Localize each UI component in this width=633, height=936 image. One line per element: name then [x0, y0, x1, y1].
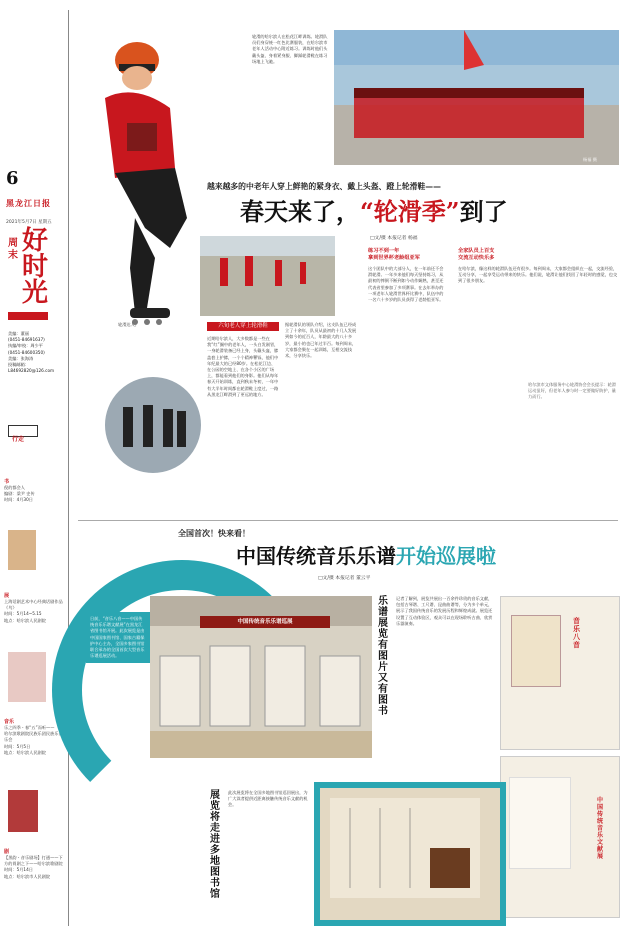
skater-cutout-photo: [75, 28, 195, 328]
photo-credit-2: 轮滑达人。: [118, 322, 139, 327]
vertical-title-1: 乐谱展览有图片又有图书: [378, 596, 388, 717]
article2-col1: 日前，“音乐八音——中国传统音乐乐谱文献展”在黑龙江省图书馆开展。此次展览是由中国国家图书馆、国家古籍保护中心主办，全国多家图书馆联合承办的全国首次大型音乐乐谱巡展活动。: [86, 612, 150, 663]
left-column: [0, 0, 68, 936]
sidebar-text: 倪的都会人 编剧：梁尹 史传 时间：4月30日: [4, 485, 35, 503]
circle-photo: [103, 375, 203, 475]
sidebar-photo-3: [8, 790, 38, 832]
circle-photo-scene: [105, 377, 201, 473]
article1-headline: [240, 192, 508, 227]
headline-part2: 到了: [459, 197, 508, 226]
skaters-on-road-photo: [200, 236, 335, 316]
book-cover-1: [511, 615, 561, 687]
headline-emphasis: “轮滑季”: [360, 197, 460, 226]
article1-col2: 据轮滑队的领队介绍，这支队伍已经成立了十余年，队员从最初的十几人发展到如今的近百人，年龄最大的八十多岁，最小的也已年过半百。每到周末，大家都会聚在一起训练，互相交流技术，分享快乐。: [285, 322, 357, 359]
section-divider: [78, 520, 618, 521]
article1-note: 哈尔滨市文体服务中心轮滑协会会长提示：轮滑运动虽好，但老年人参与时一定要做好防护，量力而行。: [528, 382, 616, 400]
sidebar-text: 上海话剧艺术中心经典话剧作品《鸟》 时间：5月14~5.15 地点：哈尔滨人民剧院: [4, 599, 63, 623]
sidebar-text: 【黑韵・音乐剧场】打通——下方的胃剧之下——哈尔滨歌剧院 时间：5月14日 地点：哈尔滨市人民剧院: [4, 855, 63, 879]
article1-byline: □文/摄 本报记者 杨福: [370, 236, 418, 241]
article2-headline: [236, 540, 496, 569]
section-title: 好时光: [22, 226, 49, 308]
sidebar-tag: 音乐: [4, 719, 15, 725]
sidebar-photo-2: [8, 652, 46, 702]
subhead-bar: [207, 322, 279, 331]
photo-caption-left: 轮滑的哈尔滨人在松花江畔训练。轮滑队员们身穿统一红色比赛服装，在哈尔滨市老年人活动中心附近练习。训练时他们头戴头盔、身着紧身服、脚踩轮滑鞋在练习场地上飞驰。: [252, 34, 328, 64]
sidebar-tag: 书: [4, 479, 10, 485]
road-scene: [200, 236, 335, 316]
photo-caption-top: 杨福 摄: [583, 157, 597, 162]
subhead-text: 六旬老人穿上轮滑鞋: [218, 323, 268, 329]
article1-col4: 在哈尔滨，像这样的轮滑队伍还有很多。每到周末，大家都会组织在一起，交流经验，互动分享，一起享受运动带来的快乐。他们说，轮滑让他们找回了年轻时的感觉，也交到了很多朋友。: [458, 266, 618, 284]
article2-kicker: 全国首次！快来看！: [178, 529, 250, 538]
sidebar-tag: 展: [4, 593, 10, 599]
book-tag-2: 中国传统音乐文献展: [597, 797, 604, 860]
score-manuscript-photo: [314, 782, 506, 926]
book-spread-2: [500, 756, 620, 918]
team-photo: [334, 30, 619, 165]
article2-headline-black: 中国传统音乐乐谱: [236, 544, 396, 568]
sidebar-listing-3: [4, 848, 64, 880]
col3-head: 练习不到一年 拿到世界杯老龄组亚军: [368, 248, 420, 261]
book-spread-1: [500, 596, 620, 750]
manuscript-scene: [320, 788, 488, 908]
article2-col2: 记者了解到，展览共展出一百余件珍贵的音乐文献，包括古琴谱、工尺谱、昆曲曲谱等，分为多个单元，展示了我国传统音乐的发展历程和辉煌成就。展览还设置了互动体验区，观众可以在现场聆听古曲、欣赏乐器演奏。: [396, 596, 493, 626]
sidebar-listing-0: [4, 478, 64, 504]
col4-head: 全家队员上百支 交流互动快乐多: [458, 248, 495, 261]
team-photo-scene: [334, 30, 619, 165]
sidebar-listing-2: [4, 718, 64, 756]
exhibition-banner-text: 中国传统音乐乐谱巡展: [237, 619, 293, 625]
page-number: 6: [6, 168, 19, 189]
headline-part1: 春天来了，: [240, 197, 360, 226]
section-logo: [8, 226, 58, 308]
editor-credits: 美编：董丽 (0451-84691637) 执编/审校：周少平 (0451-84600350) 美编：张海涛 投稿邮箱： L84692820@126.com: [8, 331, 55, 374]
article2-byline: □文/摄 本报记者 董云平: [318, 576, 371, 581]
vertical-title-2: 展览将走进多地图书馆: [210, 790, 220, 900]
issue-date: 2021年5月7日 星期五: [6, 220, 52, 225]
skater-figure: [75, 28, 195, 328]
article1-col1: 近期哈尔滨人，大多数都是一些在我“红”圈中的老年人，一头白发刚冒，一身轮滑装备已经上身，头戴头盔，膝盖套上护膝，一个个精神矍铄，他们中年纪最大的已经80岁。在松花江边、在公园的空地上、在各个小区的广场上，都能看到他们的身影。他们从每年春天开始训练，直到秋末冬初，一年中有大半年时间都在轮滑鞋上度过，一路从黑龙江畔滑到了更远的地方。: [207, 336, 279, 397]
sidebar-heading: [8, 425, 38, 443]
section-tag: [8, 312, 48, 320]
article2-headline-em: 开始巡展啦: [396, 544, 496, 568]
sidebar-tag: 剧: [4, 849, 10, 855]
article1-col3: 这个团队中的大部分人，在一年前还不会滑轮滑。一年多来他们每天坚持练习，从最初的摔倒不断到如今动作娴熟，甚至还代表省里参加了多项赛事。在去年举办的一项老年人轮滑世界杯比赛中，队伍中的一名六十多岁的队员获得了老龄组亚军。: [368, 266, 444, 303]
section-vertical: 周末: [8, 238, 18, 261]
sidebar-photo-1: [8, 530, 36, 570]
book-page-2: [509, 777, 571, 869]
sidebar-heading-text: 行走: [12, 436, 25, 443]
article2-col3: 此次展览将在全国多地图书馆巡回展出，为广大读者提供近距离接触传统音乐文献的机会。: [228, 790, 308, 808]
sidebar-listing-1: [4, 592, 64, 624]
book-tag-1: 音乐八音: [573, 617, 580, 649]
paper-name: 黑龙江日报: [6, 198, 51, 208]
article1-kicker: 越来越多的中老年人穿上鲜艳的紧身衣、戴上头盔、蹬上轮滑鞋——: [207, 182, 441, 191]
column-divider: [68, 10, 69, 926]
sidebar-text: 乐之四季・春“五”而听—— 哈尔滨歌剧院民族乐团民族乐音乐会 时间：5月5日 地点：哈尔滨人民剧院: [4, 725, 63, 755]
